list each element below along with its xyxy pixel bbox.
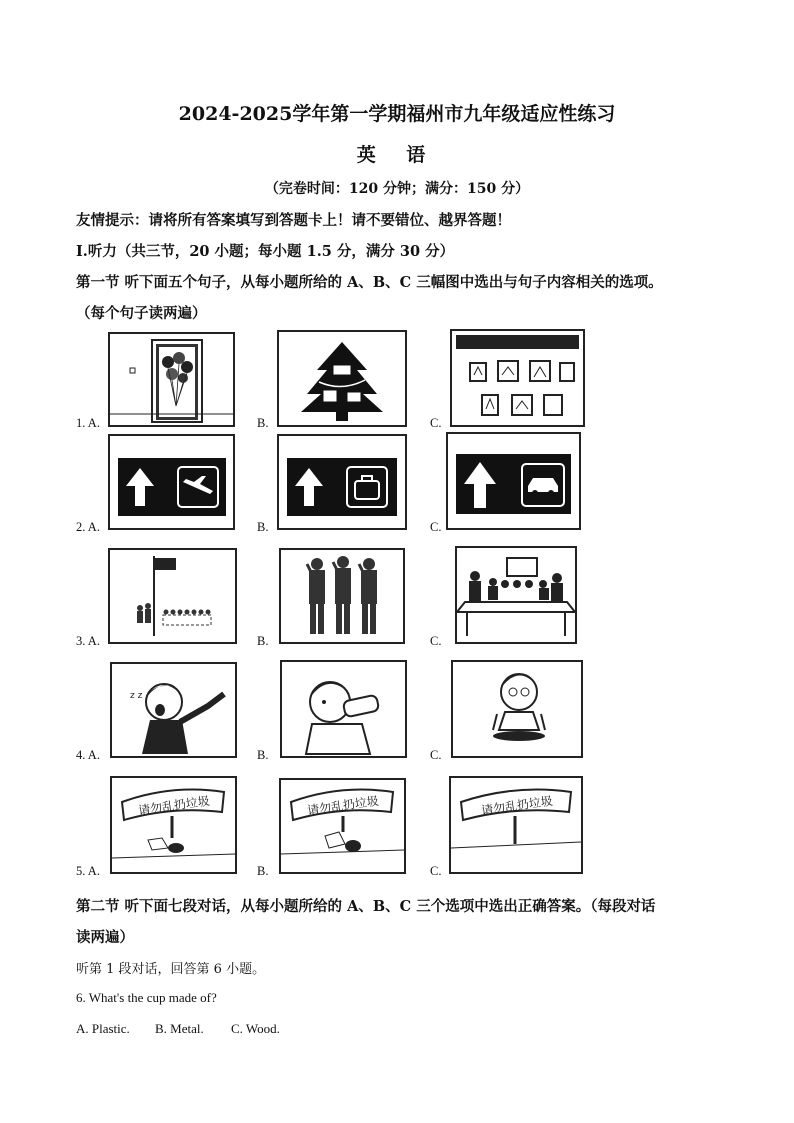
q2-label-c: C. (430, 520, 442, 534)
svg-text:z z: z z (130, 691, 143, 701)
q3-picture-c-meeting (455, 546, 577, 644)
q1-label-c: C. (430, 416, 442, 430)
q4-label-a: 4. A. (76, 748, 100, 762)
exam-info: （完卷时间：120 分钟；满分：150 分） (264, 181, 530, 197)
q6-option-a: A. Plastic. (76, 1021, 130, 1036)
q3-label-c: C. (430, 634, 442, 648)
q4-label-b: B. (257, 748, 269, 762)
q5-picture-a-litter-sign (110, 776, 237, 874)
q1-picture-c-gallery (450, 329, 585, 427)
q6-option-b: B. Metal. (155, 1021, 204, 1036)
q5-label-c: C. (430, 864, 442, 878)
q5c-sign-text: 请勿乱扔垃圾 (480, 793, 554, 818)
section1-instruction: 第一节 听下面五个句子，从每小题所给的 A、B、C 三幅图中选出与句子内容相关的选项。 (76, 274, 663, 291)
q3-picture-b-soldiers (279, 548, 405, 644)
dialog-intro: 听第 1 段对话，回答第 6 小题。 (76, 962, 266, 977)
q5-label-b: B. (257, 864, 269, 878)
page-title: 2024-2025学年第一学期福州市九年级适应性练习 (178, 103, 616, 125)
q2-picture-c-car-sign (446, 432, 581, 530)
q3-picture-a-flag-raising (108, 548, 237, 644)
q2-label-a: 2. A. (76, 520, 100, 534)
q1-picture-a-door-balloons (108, 332, 235, 427)
q3-label-a: 3. A. (76, 634, 100, 648)
q2-label-b: B. (257, 520, 269, 534)
q5-label-a: 5. A. (76, 864, 100, 878)
section2-instruction: 第二节 听下面七段对话，从每小题所给的 A、B、C 三个选项中选出正确答案。（每段对话 (76, 898, 656, 915)
notice-text: 友情提示：请将所有答案填写到答题卡上！请不要错位、越界答题！ (76, 212, 511, 229)
q4-picture-b-boy-drinking (280, 660, 407, 758)
q2-picture-b-suitcase-sign (277, 434, 407, 530)
q5b-sign-text: 请勿乱扔垃圾 (306, 793, 380, 818)
q5-picture-b-litter-sign (279, 778, 406, 874)
q2-picture-a-airplane-sign (108, 434, 235, 530)
subject-title: 英 语 (356, 144, 438, 166)
q4-label-c: C. (430, 748, 442, 762)
q1-label-b: B. (257, 416, 269, 430)
q4-picture-a-yawning-boy (110, 662, 237, 758)
q5a-sign-text: 请勿乱扔垃圾 (137, 793, 211, 818)
q6-option-c: C. Wood. (231, 1021, 280, 1036)
q3-label-b: B. (257, 634, 269, 648)
section2-note: 读两遍） (76, 929, 134, 946)
q5-picture-c-litter-sign (449, 776, 583, 874)
part1-title: Ⅰ.听力（共三节，20 小题；每小题 1.5 分，满分 30 分） (76, 243, 455, 260)
section1-note: （每个句子读两遍） (76, 305, 207, 322)
q1-label-a: 1. A. (76, 416, 100, 430)
q4-picture-c-boy-eating (451, 660, 583, 758)
q1-picture-b-christmas-tree (277, 330, 407, 427)
question-6: 6. What's the cup made of? (76, 990, 217, 1005)
